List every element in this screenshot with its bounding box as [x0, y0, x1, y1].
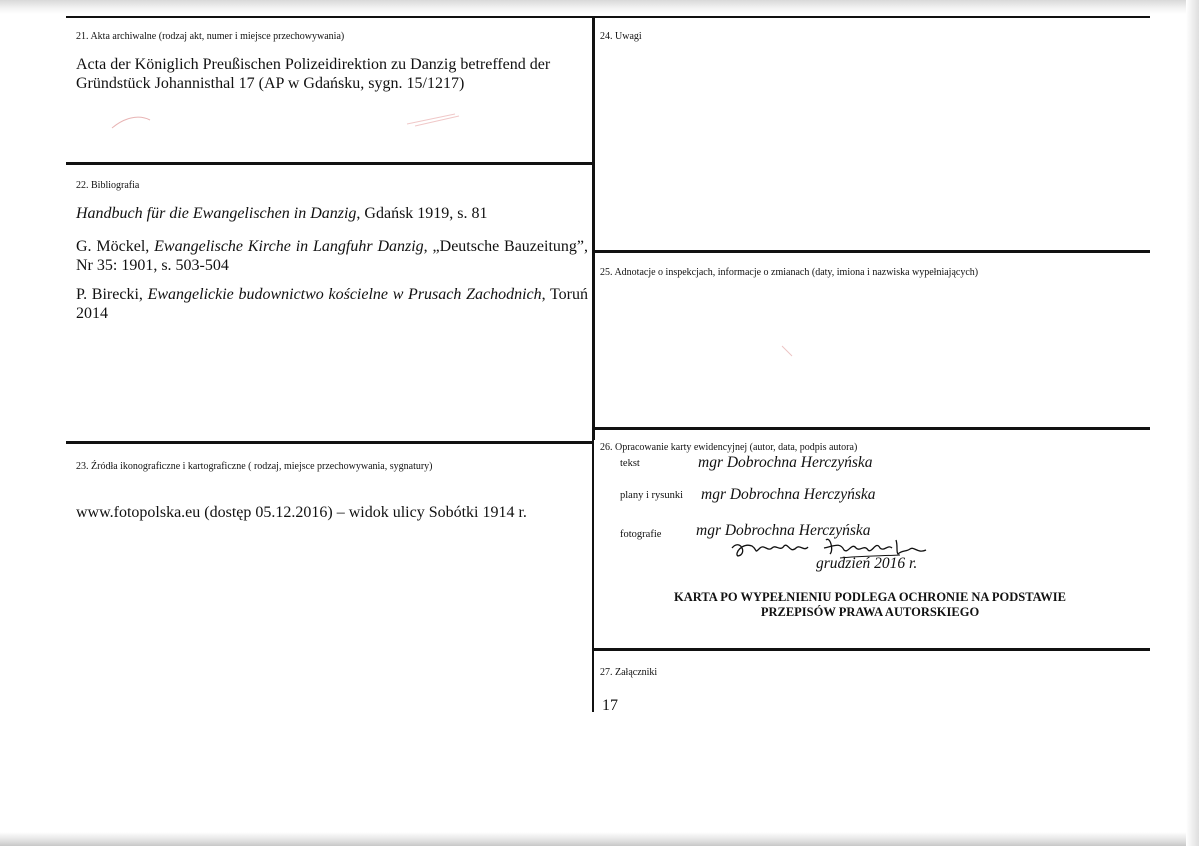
bibliography-author: P. Birecki,	[76, 286, 148, 303]
section-23-text: www.fotopolska.eu (dostęp 05.12.2016) – widok ulicy Sobótki 1914 r.	[76, 504, 527, 521]
bibliography-details: , Gdańsk 1919, s. 81	[356, 205, 488, 222]
section-25-label: 25. Adnotacje o inspekcjach, informacje o zmianach (daty, imiona i nazwiska wypełniających)	[600, 267, 979, 278]
section-24-label: 24. Uwagi	[600, 31, 642, 42]
column-divider-upper	[592, 16, 595, 440]
pencil-mark	[110, 112, 170, 132]
divider-24-25	[594, 250, 1150, 253]
divider-left-23	[66, 441, 594, 444]
divider-26-27	[594, 648, 1150, 651]
column-divider-lower	[592, 440, 594, 712]
attachments-count: 17	[602, 697, 618, 714]
section-22-label: 22. Bibliografia	[76, 180, 140, 191]
author-row-label: tekst	[620, 458, 640, 469]
author-row-value: mgr Dobrochna Herczyńska	[701, 486, 876, 503]
bibliography-entry	[76, 204, 588, 223]
pencil-mark	[405, 110, 465, 130]
bibliography-entry	[76, 285, 588, 323]
bibliography-title: Ewangelickie budownictwo kościelne w Prusach Zachodnich	[147, 286, 542, 303]
bibliography-title: Ewangelische Kirche in Langfuhr Danzig	[154, 238, 424, 255]
section-27-label: 27. Załączniki	[600, 667, 658, 678]
section-21-text: Acta der Königlich Preußischen Polizeidirektion zu Danzig betreffend der Gründstück Johannisthal 17 (AP w Gdańsku, sygn. 15/1217)	[76, 56, 551, 92]
top-border	[66, 16, 1150, 18]
author-row-label: plany i rysunki	[620, 490, 683, 501]
pencil-mark	[780, 344, 800, 360]
copyright-note-line1: KARTA PO WYPEŁNIENIU PODLEGA OCHRONIE NA PODSTAWIE	[674, 590, 1066, 604]
scan-edge-top	[0, 0, 1199, 14]
section-26-label: 26. Opracowanie karty ewidencyjnej (autor, data, podpis autora)	[600, 442, 858, 453]
scan-edge-bottom	[0, 832, 1199, 846]
section-21-label: 21. Akta archiwalne (rodzaj akt, numer i miejsce przechowywania)	[76, 31, 345, 42]
scan-edge-right	[1186, 0, 1199, 846]
bibliography-title: Handbuch für die Ewangelischen in Danzig	[76, 205, 357, 222]
divider-25-26	[594, 427, 1150, 430]
author-row-value: mgr Dobrochna Herczyńska	[698, 454, 873, 471]
divider-21-22	[66, 162, 594, 165]
signature-date: grudzień 2016 r.	[816, 555, 918, 572]
bibliography-entry	[76, 237, 588, 275]
bibliography-details: , Toruń 2014	[76, 286, 589, 322]
author-row-label: fotografie	[620, 529, 662, 540]
bibliography-author: G. Möckel,	[76, 238, 155, 255]
section-23-label: 23. Źródła ikonograficzne i kartograficzne ( rodzaj, miejsce przechowywania, sygnatury)	[76, 461, 433, 472]
bibliography-details: , „Deutsche Bauzeitung”, Nr 35: 1901, s. 503-504	[76, 238, 588, 274]
author-row-value: mgr Dobrochna Herczyńska	[696, 522, 871, 539]
copyright-note-line2: PRZEPISÓW PRAWA AUTORSKIEGO	[760, 605, 980, 619]
